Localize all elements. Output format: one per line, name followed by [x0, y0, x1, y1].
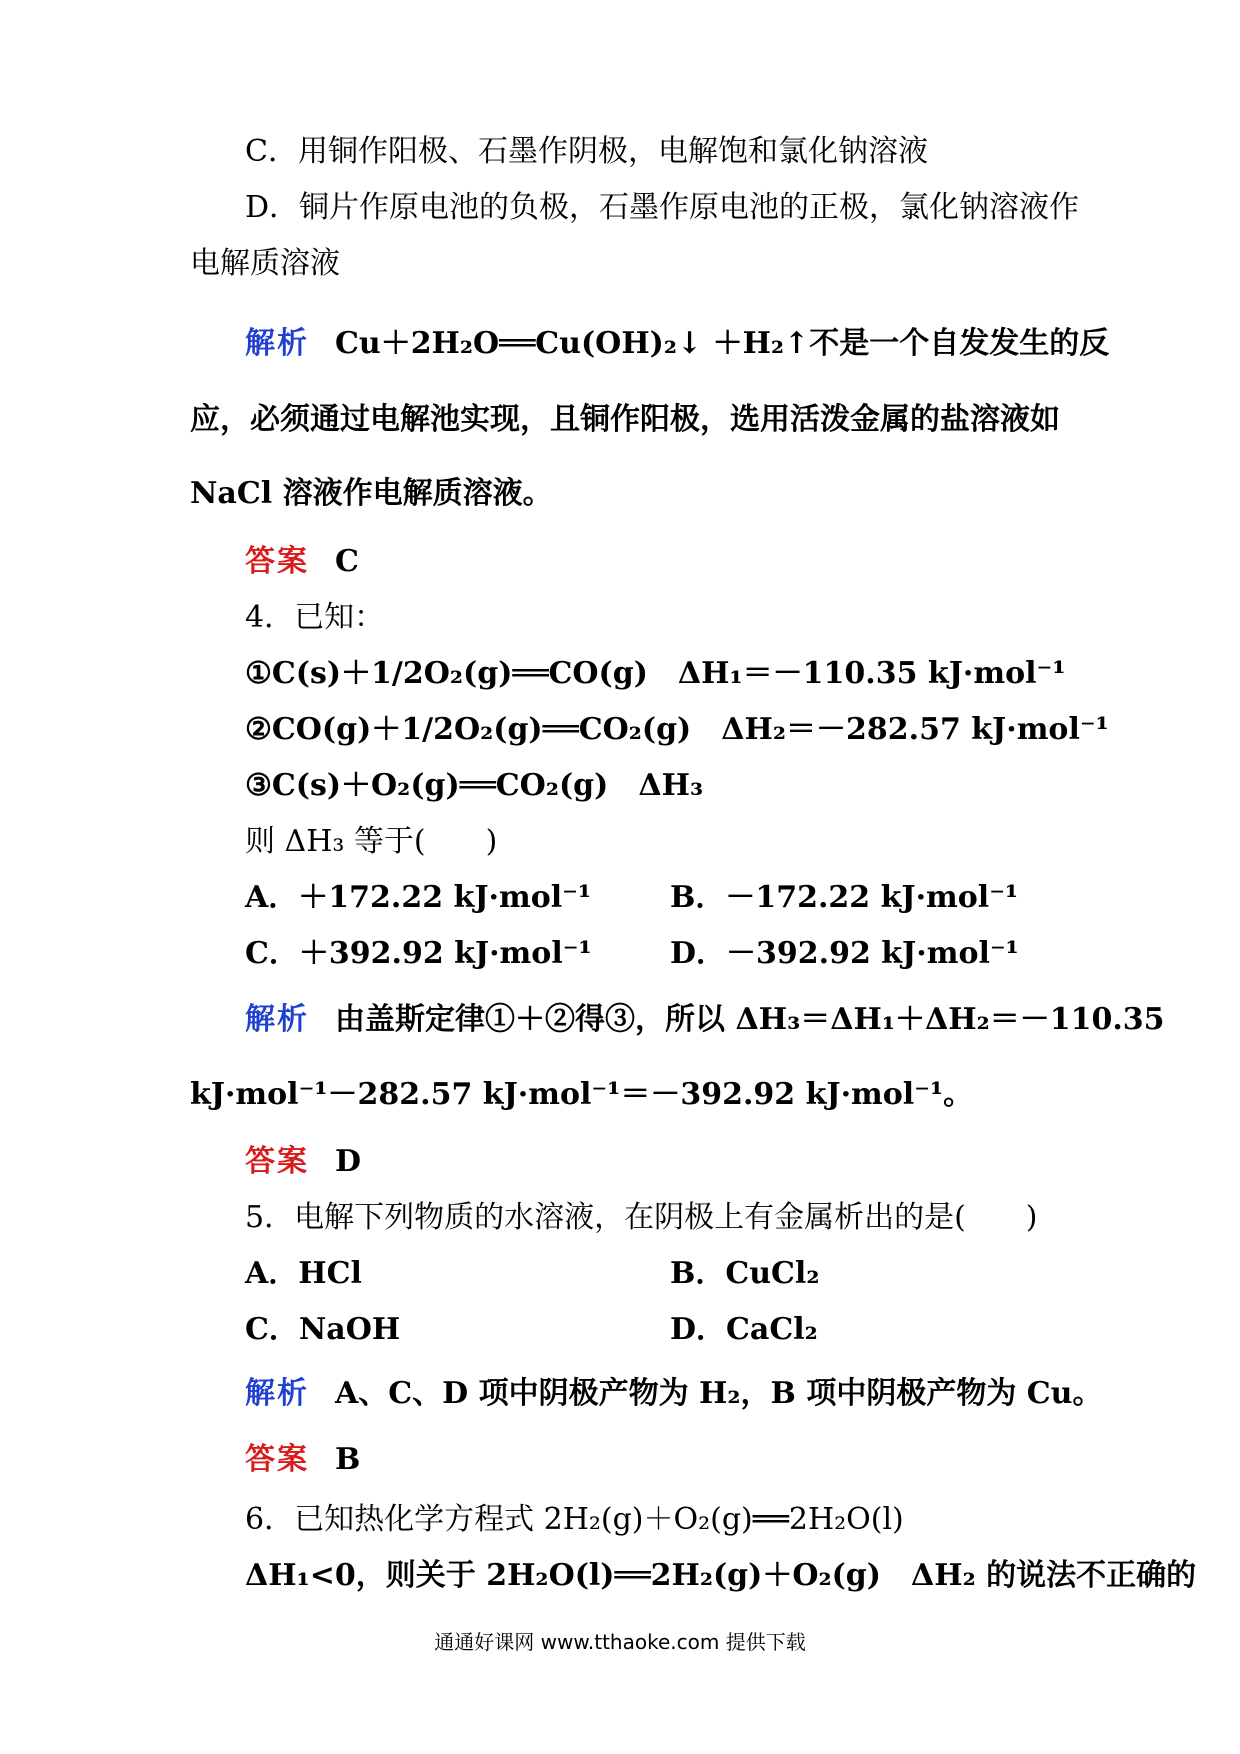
q3-analysis-text: Cu＋2H₂O══Cu(OH)₂↓ ＋H₂↑不是一个自发发生的反 — [335, 326, 1110, 361]
q3-option-d-line2: 电解质溶液 — [190, 246, 340, 281]
q5-answer-value: B — [335, 1442, 361, 1477]
q3-analysis-line2: 应，必须通过电解池实现，且铜作阳极，选用活泼金属的盐溶液如 — [190, 402, 1060, 437]
q4-analysis-line2: kJ·mol⁻¹－282.57 kJ·mol⁻¹＝－392.92 kJ·mol⁻¹。 — [190, 1077, 974, 1112]
analysis-label: 解析 — [245, 326, 309, 361]
analysis-label: 解析 — [245, 1376, 309, 1411]
q3-answer — [245, 542, 359, 582]
q3-option-d-line1: D．铜片作原电池的负极，石墨作原电池的正极，氯化钠溶液作 — [245, 190, 1080, 225]
q4-answer-value: D — [335, 1144, 362, 1179]
page-footer: 通通好课网 www.tthaoke.com 提供下载 — [434, 1630, 806, 1654]
answer-label: 答案 — [245, 1144, 309, 1179]
q3-answer-value: C — [335, 544, 359, 579]
q4-analysis-text: 由盖斯定律①＋②得③，所以 ΔH₃＝ΔH₁＋ΔH₂＝－110.35 — [335, 1002, 1165, 1037]
answer-label: 答案 — [245, 544, 309, 579]
q4-analysis-line1 — [245, 1000, 1165, 1040]
q4-stem: 4．已知： — [245, 600, 385, 635]
q5-analysis — [245, 1374, 1102, 1414]
q4-option-c: C．＋392.92 kJ·mol⁻¹ — [245, 936, 592, 971]
q3-analysis-line1 — [245, 324, 1109, 364]
q3-analysis-line3: NaCl 溶液作电解质溶液。 — [190, 476, 553, 511]
q5-option-b: B．CuCl₂ — [670, 1256, 820, 1291]
q6-stem-line2: ΔH₁<0，则关于 2H₂O(l)══2H₂(g)＋O₂(g) ΔH₂ 的说法不正确的 — [245, 1558, 1197, 1593]
q4-option-b: B．－172.22 kJ·mol⁻¹ — [670, 880, 1019, 915]
q4-equation-3: ③C(s)＋O₂(g)══CO₂(g) ΔH₃ — [245, 768, 704, 803]
q6-stem-line1: 6．已知热化学方程式 2H₂(g)＋O₂(g)══2H₂O(l) — [245, 1502, 904, 1537]
analysis-label: 解析 — [245, 1002, 309, 1037]
q4-equation-2: ②CO(g)＋1/2O₂(g)══CO₂(g) ΔH₂＝－282.57 kJ·mol⁻¹ — [245, 712, 1109, 747]
q5-answer — [245, 1440, 360, 1480]
q4-answer — [245, 1142, 361, 1182]
q4-equation-1: ①C(s)＋1/2O₂(g)══CO(g) ΔH₁＝－110.35 kJ·mol⁻¹ — [245, 656, 1066, 691]
q5-stem: 5．电解下列物质的水溶液，在阴极上有金属析出的是( ) — [245, 1200, 1038, 1235]
q5-analysis-text: A、C、D 项中阴极产物为 H₂，B 项中阴极产物为 Cu。 — [335, 1376, 1103, 1411]
q5-option-c: C．NaOH — [245, 1312, 401, 1347]
q5-option-a: A．HCl — [245, 1256, 362, 1291]
q3-option-c: C．用铜作阳极、石墨作阴极，电解饱和氯化钠溶液 — [245, 134, 928, 169]
q5-option-d: D．CaCl₂ — [670, 1312, 818, 1347]
q4-option-a: A．＋172.22 kJ·mol⁻¹ — [245, 880, 592, 915]
q4-option-d: D．－392.92 kJ·mol⁻¹ — [670, 936, 1019, 971]
answer-label: 答案 — [245, 1442, 309, 1477]
q4-question: 则 ΔH₃ 等于( ) — [245, 824, 498, 859]
